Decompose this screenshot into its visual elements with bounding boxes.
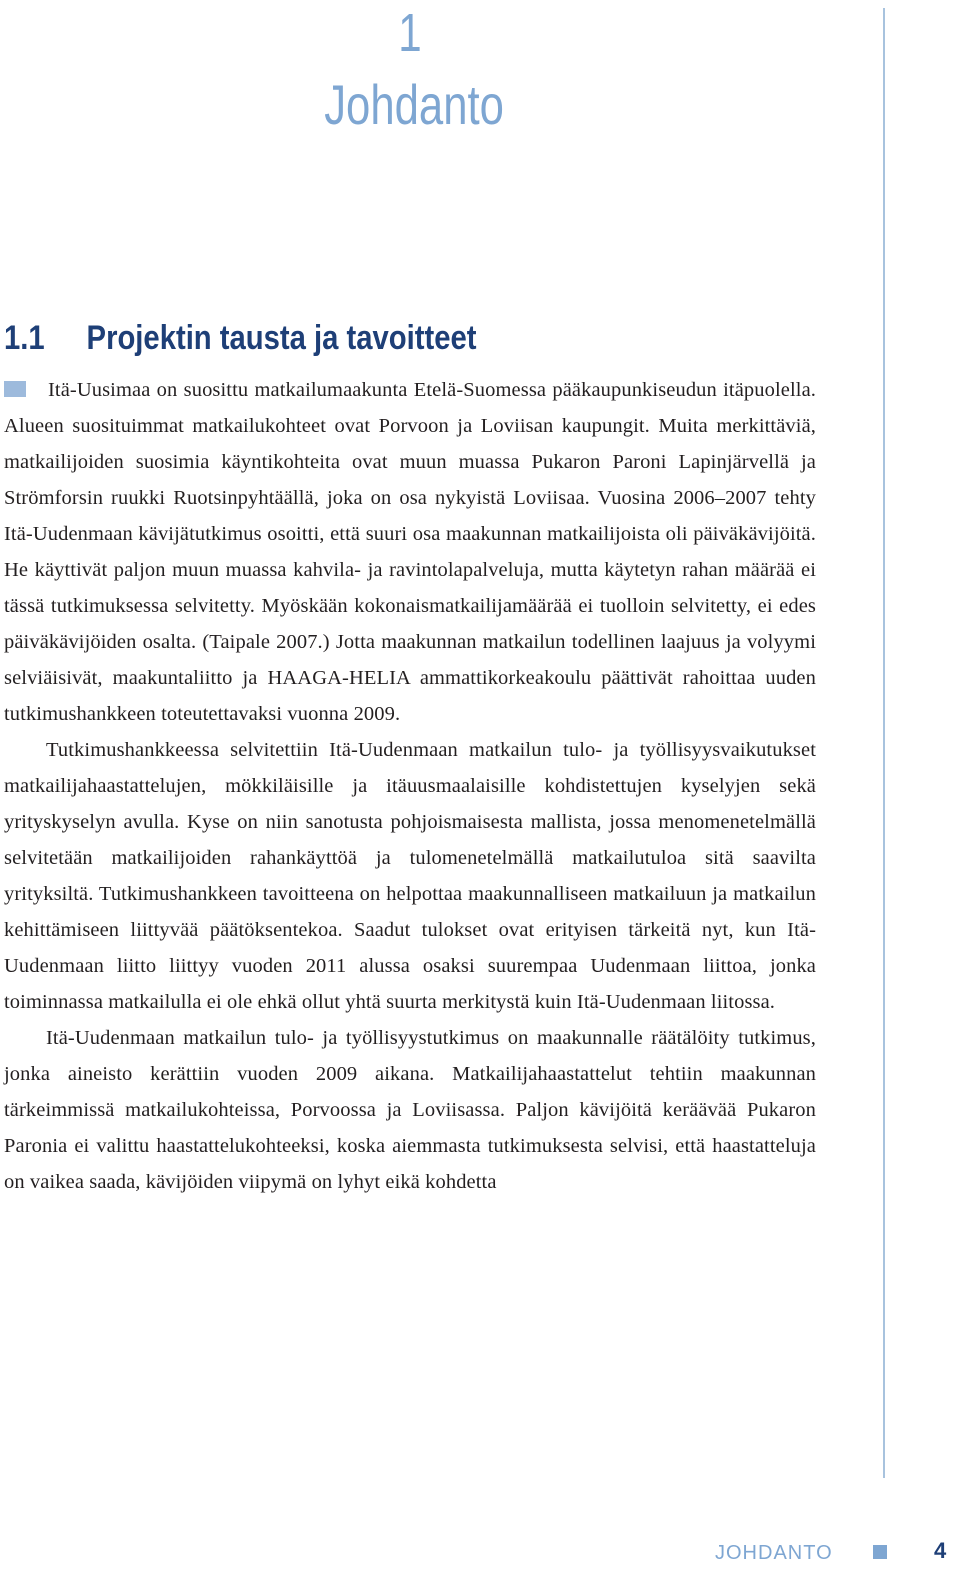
paragraph-1	[4, 372, 816, 732]
footer-square-icon	[873, 1545, 887, 1559]
square-bullet-icon	[4, 381, 26, 397]
body-text	[4, 372, 816, 1200]
margin-rule	[883, 8, 885, 1478]
section-number: 1.1	[4, 319, 45, 357]
running-footer-label: JOHDANTO	[715, 1542, 833, 1564]
paragraph-1-text: Itä-Uusimaa on suosittu matkailumaakunta Etelä-Suomessa pääkaupunkiseudun itäpuolella. Alueen suosituimmat matkailukohteet ovat Porvoon ja Loviisan kaupungit. Muita merkittäviä, matkailijoiden suosimia käyntikohteita ovat muun muassa Pukaron Paroni Lapinjärvellä ja Strömforsin ruukki Ruotsinpyhtäällä, joka on osa nykyistä Loviisaa. Vuosina 2006–2007 tehty Itä-Uudenmaan kävijätutkimus osoitti, että suuri osa maakunnan matkailijoista oli päiväkävijöitä. He käyttivät paljon muun muassa kahvila- ja ravintolapalveluja, mutta käytetyn rahan määrää ei tässä tutkimuksessa selvitetty. Myöskään kokonaismatkailijamäärää ei tuolloin selvitetty, ei edes päiväkävijöiden osalta. (Taipale 2007.) Jotta maakunnan matkailun todellinen laajuus ja volyymi selviäisivät, maakuntaliitto ja HAAGA-HELIA ammattikorkeakoulu päättivät rahoittaa uuden tutkimushankkeen toteutettavaksi vuonna 2009.	[4, 379, 816, 725]
chapter-number: 1	[398, 3, 422, 63]
page-number: 4	[934, 1538, 947, 1563]
section-heading	[4, 316, 606, 360]
chapter-title: Johdanto	[324, 73, 504, 136]
section-title: Projektin tausta ja tavoitteet	[86, 319, 477, 357]
paragraph-2: Tutkimushankkeessa selvitettiin Itä-Uudenmaan matkailun tulo- ja työllisyysvaikutukset matkailijahaastattelujen, mökkiläisille ja itäuusmaalaisille kohdistettujen kyselyjen sekä yrityskyselyn avulla. Kyse on niin sanotusta pohjoismaisesta mallista, jossa menomenetelmällä selvitetään matkailijoiden rahankäyttöä ja tulomenetelmällä matkailutuloa sitä saavilta yrityksiltä. Tutkimushankkeen tavoitteena on helpottaa maakunnalliseen matkailuun ja matkailun kehittämiseen liittyvää päätöksentekoa. Saadut tulokset ovat erityisen tärkeitä nyt, kun Itä-Uudenmaan liitto liittyy vuoden 2011 alussa osaksi suurempaa Uudenmaan liittoa, jonka toiminnassa matkailulla ei ole ehkä ollut yhtä suurta merkitystä kuin Itä-Uudenmaan liitossa.	[4, 739, 816, 1013]
paragraph-3: Itä-Uudenmaan matkailun tulo- ja työllisyystutkimus on maakunnalle räätälöity tutkimus, jonka aineisto kerättiin vuoden 2009 aikana. Matkailijahaastattelut tehtiin maakunnan tärkeimmissä matkailukohteissa, Porvoossa ja Loviisassa. Paljon kävijöitä keräävää Pukaron Paronia ei valittu haastattelukohteeksi, koska aiemmasta tutkimuksesta selvisi, että haastatteluja on vaikea saada, kävijöiden viipymä on lyhyt eikä kohdetta	[4, 1027, 816, 1193]
